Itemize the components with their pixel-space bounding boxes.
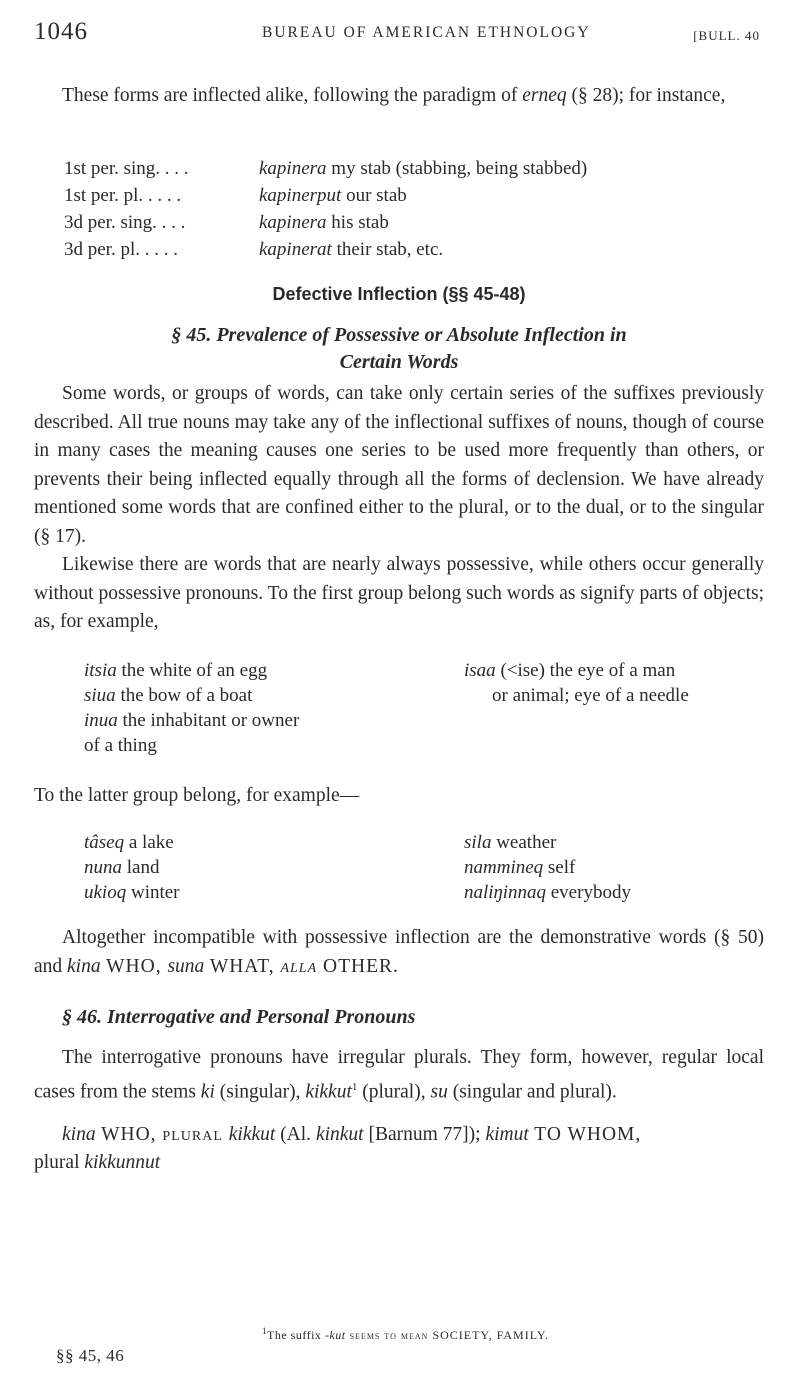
- footer-sections: §§ 45, 46: [56, 1346, 125, 1365]
- paradigm-gloss: my stab (stabbing, being stabbed): [326, 158, 588, 179]
- paradigm-form: kapinerat: [259, 239, 332, 260]
- page-header: [34, 18, 760, 52]
- defective-heading: Defective Inflection (§§ 45-48): [272, 284, 526, 304]
- paradigm-table: [64, 155, 764, 263]
- altogether-paragraph: Altogether incompatible with possessive inflection are the demonstrative words (§ 50) and kina WHO, suna WHAT, alla OTHER.: [34, 927, 764, 977]
- absolute-examples-right: [464, 830, 631, 905]
- intro-text-after: (§ 28); for instance,: [566, 85, 726, 106]
- bulletin-ref: [BULL. 40: [693, 28, 760, 43]
- paradigm-label: 3d per. pl. . . . .: [64, 239, 178, 260]
- example-item: namminеq self: [464, 857, 576, 878]
- example-item: itsia the white of an egg: [84, 660, 268, 681]
- paradigm-form: kapinerput: [259, 185, 342, 206]
- absolute-examples-left: [84, 830, 180, 905]
- paradigm-label: 1st per. sing. . . .: [64, 158, 189, 179]
- section-46-para1: The interrogative pronouns have irregular plurals. They form, however, regular local cases from the stems ki (singular), kikkut$^1$ (plural), su (singular and plural).: [34, 1047, 764, 1102]
- possessive-examples-left: [84, 658, 299, 758]
- paradigm-gloss: his stab: [326, 212, 389, 233]
- page-number: 1046: [34, 18, 88, 45]
- footnote-text: $^1$The suffix -kut seems to mean SOCIETY, FAMILY.: [262, 1326, 549, 1342]
- section-46-heading: § 46. Interrogative and Personal Pronouns: [62, 1006, 416, 1028]
- example-item: tâseq a lake: [84, 832, 174, 853]
- intro-text-before: These forms are inflected alike, following the paradigm of: [62, 85, 523, 106]
- section-45-heading-line2: Certain Words: [339, 351, 459, 373]
- paradigm-row: [64, 182, 764, 209]
- paradigm-row: [64, 236, 764, 263]
- section-46-para2: kina WHO, plural kikkut (Al. kinkut [Barnum 77]); kimut TO WHOM, plural kikkunnut: [34, 1123, 642, 1173]
- running-title: BUREAU OF AMERICAN ETHNOLOGY: [262, 24, 591, 41]
- example-item: or animal; eye of a needle: [492, 685, 689, 706]
- example-item: sila weather: [464, 832, 557, 853]
- section-45-para1: Some words, or groups of words, can take only certain series of the suffixes previously described. All true nouns may take any of the inflectional suffixes of nouns, though of course in many cases the meaning causes one series to be used more frequently than others, or prevents their being inflected equally through all the forms of declension. We have already mentioned some words that are confined either to the plural, or to the dual, or to the singular (§ 17).: [34, 383, 764, 547]
- example-item: siua the bow of a boat: [84, 685, 253, 706]
- paradigm-row: [64, 209, 764, 236]
- section-45-heading: [34, 322, 764, 376]
- paradigm-form: kapinera: [259, 158, 327, 179]
- intro-paradigm-word: erneq: [522, 85, 567, 106]
- paradigm-label: 1st per. pl. . . . .: [64, 185, 182, 206]
- paradigm-form: kapinera: [259, 212, 327, 233]
- intro-paragraph: [34, 82, 764, 111]
- example-item: nuna land: [84, 857, 160, 878]
- example-item: naliŋinnaq everybody: [464, 882, 631, 903]
- section-45-heading-line1: § 45. Prevalence of Possessive or Absolute Inflection in: [171, 324, 627, 346]
- example-item: of a thing: [84, 735, 157, 756]
- example-item: inua the inhabitant or owner: [84, 710, 300, 731]
- paradigm-label: 3d per. sing. . . .: [64, 212, 186, 233]
- possessive-examples-right: [464, 658, 689, 708]
- paradigm-gloss: our stab: [341, 185, 407, 206]
- possessive-examples: [84, 658, 764, 768]
- absolute-examples: [84, 830, 764, 910]
- latter-intro: To the latter group belong, for example—: [34, 785, 360, 806]
- paradigm-gloss: their stab, etc.: [331, 239, 444, 260]
- paradigm-row: [64, 155, 764, 182]
- example-item: ukioq winter: [84, 882, 180, 903]
- example-item: isaa (<ise) the eye of a man: [464, 660, 676, 681]
- section-45-body: [34, 380, 764, 637]
- section-46-body: [34, 1044, 764, 1178]
- section-45-para2: Likewise there are words that are nearly always possessive, while others occur generally without possessive pronouns. To the first group belong such words as signify parts of objects; as, for example,: [34, 554, 764, 632]
